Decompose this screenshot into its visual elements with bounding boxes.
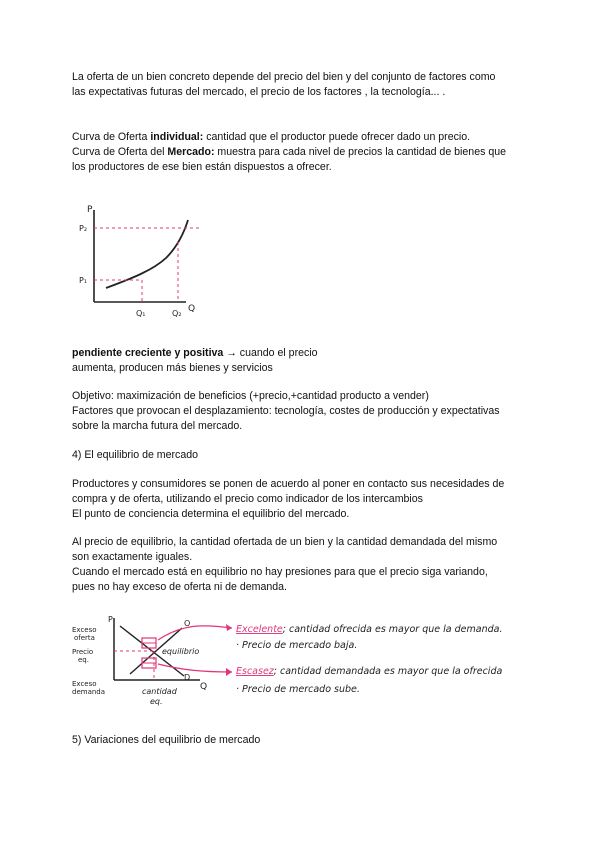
equilibrium-paragraph	[72, 477, 532, 522]
arrowhead	[226, 668, 232, 676]
text-line: compra y de oferta, utilizando el precio como indicador de los intercambios	[72, 493, 423, 505]
equilibrium-label: equilibrio	[162, 647, 200, 656]
eq-quantity-label: cantidad	[142, 687, 177, 696]
q2-label: Q₂	[172, 309, 182, 318]
p1-label: P₁	[79, 276, 88, 285]
text-line: Objetivo: maximización de beneficios (+precio,+cantidad producto a vender)	[72, 390, 429, 402]
text-line: las expectativas futuras del mercado, el precio de los factores , la tecnología... .	[72, 86, 446, 98]
shortage-price-note: · Precio de mercado sube.	[236, 684, 360, 695]
excess-demand-label: demanda	[72, 688, 106, 696]
surplus-price-note: · Precio de mercado baja.	[236, 640, 358, 651]
equilibrium-price-paragraph	[72, 535, 532, 595]
equilibrium-sketch	[72, 610, 582, 714]
supply-curve-sketch	[78, 198, 208, 324]
text-line: Productores y consumidores se ponen de acuerdo al poner en contacto sus necesidades de	[72, 478, 505, 490]
eq-price-label: eq.	[78, 656, 89, 664]
section-heading-4: 4) El equilibrio de mercado	[72, 449, 199, 461]
text-line: los productores de ese bien están dispuestos a ofrecer.	[72, 161, 332, 173]
excess-demand-label: Exceso	[72, 680, 97, 688]
supply-curve	[106, 220, 188, 288]
p2-label: P₂	[79, 224, 88, 233]
excess-supply-label: oferta	[74, 634, 95, 642]
text-line: Cuando el mercado está en equilibrio no hay presiones para que el precio siga variando,	[72, 566, 488, 578]
slope-note	[72, 346, 532, 376]
text-line: Curva de Oferta individual: cantidad que el productor puede ofrecer dado un precio.	[72, 131, 471, 143]
text-line: Curva de Oferta del Mercado: muestra para cada nivel de precios la cantidad de bienes que	[72, 146, 506, 158]
text-line: son exactamente iguales.	[72, 551, 193, 563]
x-axis-label: Q	[188, 304, 196, 314]
y-axis-label: P	[108, 615, 113, 624]
shortage-note: Escasez; cantidad demandada es mayor que la ofrecida	[236, 666, 503, 677]
demand-label: D	[184, 673, 191, 682]
objective-paragraph	[72, 389, 532, 434]
eq-quantity-label: eq.	[150, 697, 163, 706]
surplus-note: Excelente; cantidad ofrecida es mayor que la demanda.	[236, 624, 503, 635]
text-line: La oferta de un bien concreto depende del precio del bien y del conjunto de factores como	[72, 71, 496, 83]
text-line: Factores que provocan el desplazamiento: tecnología, costes de producción y expectativas	[72, 405, 500, 417]
arrow-to-surplus	[158, 626, 232, 640]
eq-price-label: Precio	[72, 648, 94, 656]
text-line: pues no hay exceso de oferta ni de demanda.	[72, 581, 287, 593]
text-line: El punto de conciencia determina el equilibrio del mercado.	[72, 508, 350, 520]
text-line: aumenta, producen más bienes y servicios	[72, 362, 273, 374]
text-line: Al precio de equilibrio, la cantidad ofertada de un bien y la cantidad demandada del mismo	[72, 536, 498, 548]
text-line: sobre la marcha futura del mercado.	[72, 420, 243, 432]
supply-label: O	[184, 619, 191, 628]
text-line: pendiente creciente y positiva → cuando el precio	[72, 347, 318, 359]
supply-definitions	[72, 130, 532, 175]
x-axis-label: Q	[200, 682, 208, 692]
q1-label: Q₁	[136, 309, 146, 318]
intro-paragraph	[72, 70, 532, 100]
section-heading-5: 5) Variaciones del equilibrio de mercado	[72, 734, 261, 746]
excess-supply-label: Exceso	[72, 626, 97, 634]
arrowhead	[226, 624, 232, 631]
y-axis-label: P	[87, 205, 93, 215]
